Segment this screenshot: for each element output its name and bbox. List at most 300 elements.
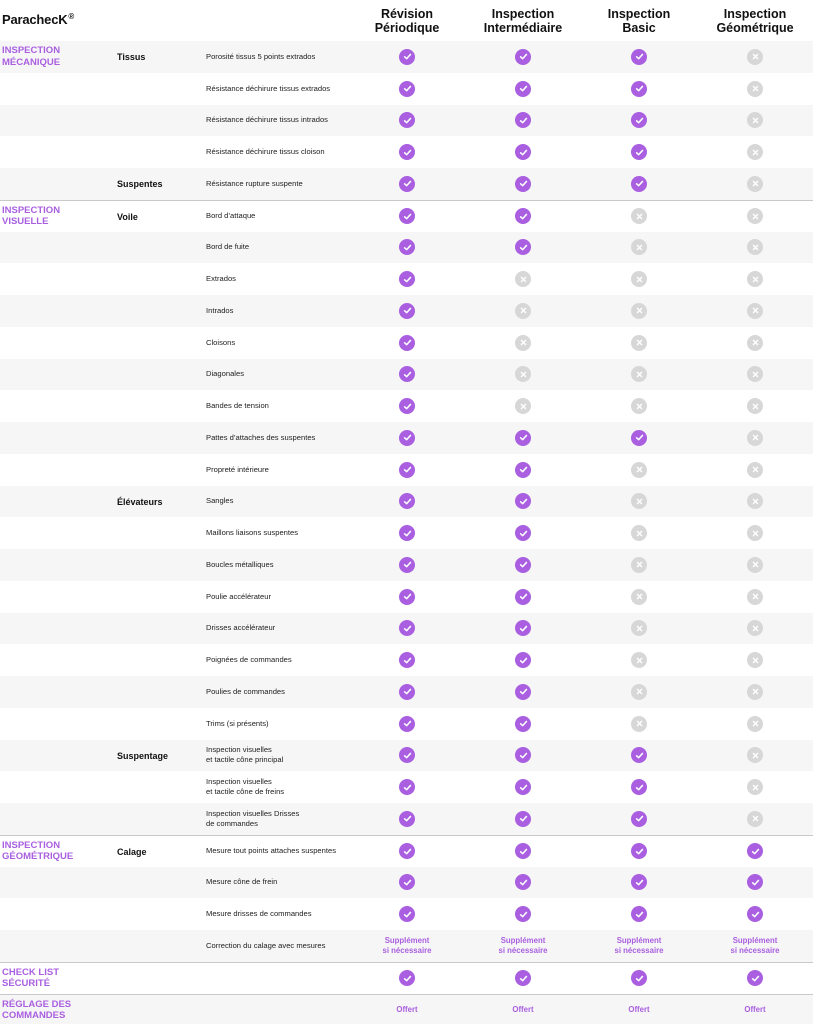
column-header-inspection-basic: Inspection Basic bbox=[607, 7, 671, 35]
item-label: Poulies de commandes bbox=[206, 686, 285, 696]
x-circle-icon bbox=[747, 398, 763, 414]
item-label: Inspection visuelles Drisses de commandes bbox=[206, 808, 300, 828]
x-circle-icon bbox=[747, 462, 763, 478]
check-circle-icon bbox=[515, 176, 531, 192]
table-cell bbox=[700, 105, 810, 137]
table-cell bbox=[352, 390, 462, 422]
table-cell bbox=[352, 486, 462, 518]
check-circle-icon bbox=[631, 81, 647, 97]
check-circle-icon bbox=[515, 811, 531, 827]
column-header-inspection-geometrique: Inspection Géométrique bbox=[716, 7, 794, 35]
check-circle-icon bbox=[399, 906, 415, 922]
table-cell bbox=[584, 73, 694, 105]
x-circle-icon bbox=[631, 620, 647, 636]
table-cell bbox=[584, 390, 694, 422]
table-row bbox=[0, 422, 813, 454]
x-circle-icon bbox=[747, 366, 763, 382]
check-circle-icon bbox=[515, 589, 531, 605]
check-circle-icon bbox=[631, 970, 647, 986]
column-header-inspection-intermediaire: Inspection Intermédiaire bbox=[483, 7, 563, 35]
x-circle-icon bbox=[631, 303, 647, 319]
table-cell bbox=[584, 232, 694, 264]
table-cell bbox=[352, 454, 462, 486]
table-cell bbox=[468, 803, 578, 835]
table-cell bbox=[584, 708, 694, 740]
check-circle-icon bbox=[515, 652, 531, 668]
table-cell bbox=[468, 136, 578, 168]
table-cell bbox=[700, 327, 810, 359]
table-cell bbox=[352, 327, 462, 359]
table-row bbox=[0, 867, 813, 899]
x-circle-icon bbox=[747, 747, 763, 763]
check-circle-icon bbox=[399, 144, 415, 160]
check-circle-icon bbox=[515, 970, 531, 986]
check-circle-icon bbox=[515, 208, 531, 224]
x-circle-icon bbox=[631, 239, 647, 255]
table-cell bbox=[700, 486, 810, 518]
check-circle-icon bbox=[515, 239, 531, 255]
table-cell bbox=[700, 168, 810, 200]
item-label: Drisses accélérateur bbox=[206, 623, 276, 633]
item-label: Résistance déchirure tissus extrados bbox=[206, 83, 331, 93]
table-cell bbox=[468, 867, 578, 899]
group-label: Voile bbox=[117, 211, 138, 222]
check-circle-icon bbox=[631, 811, 647, 827]
check-circle-icon bbox=[631, 874, 647, 890]
check-circle-icon bbox=[631, 49, 647, 65]
item-label: Résistance déchirure tissus cloison bbox=[206, 147, 325, 157]
check-circle-icon bbox=[399, 843, 415, 859]
item-label: Trims (si présents) bbox=[206, 718, 269, 728]
x-circle-icon bbox=[747, 303, 763, 319]
table-cell bbox=[584, 836, 694, 867]
table-header bbox=[0, 0, 813, 40]
table-cell bbox=[468, 422, 578, 454]
table-cell bbox=[584, 486, 694, 518]
table-cell bbox=[352, 549, 462, 581]
group-label: Suspentes bbox=[117, 179, 163, 189]
table-cell bbox=[700, 136, 810, 168]
check-circle-icon bbox=[399, 747, 415, 763]
item-label: Porosité tissus 5 points extrados bbox=[206, 51, 316, 61]
x-circle-icon bbox=[747, 208, 763, 224]
section-label: CHECK LIST SÉCURITÉ bbox=[2, 966, 59, 990]
table-row bbox=[0, 803, 813, 835]
x-circle-icon bbox=[631, 208, 647, 224]
check-circle-icon bbox=[631, 430, 647, 446]
x-circle-icon bbox=[631, 398, 647, 414]
item-label: Boucles métalliques bbox=[206, 559, 274, 569]
comparison-table bbox=[0, 41, 813, 1024]
table-cell bbox=[584, 41, 694, 73]
x-circle-icon bbox=[747, 176, 763, 192]
table-row bbox=[0, 390, 813, 422]
table-row bbox=[0, 454, 813, 486]
table-cell bbox=[352, 168, 462, 200]
table-cell bbox=[584, 327, 694, 359]
x-circle-icon bbox=[631, 589, 647, 605]
table-row bbox=[0, 263, 813, 295]
group-label: Suspentage bbox=[117, 750, 169, 761]
table-cell bbox=[468, 517, 578, 549]
table-cell bbox=[468, 898, 578, 930]
check-circle-icon bbox=[399, 493, 415, 509]
table-cell bbox=[584, 898, 694, 930]
table-cell bbox=[352, 898, 462, 930]
check-circle-icon bbox=[399, 620, 415, 636]
check-circle-icon bbox=[399, 430, 415, 446]
table-cell bbox=[468, 836, 578, 867]
check-circle-icon bbox=[399, 303, 415, 319]
x-circle-icon bbox=[747, 112, 763, 128]
table-cell bbox=[468, 549, 578, 581]
table-cell bbox=[468, 771, 578, 803]
table-cell bbox=[468, 644, 578, 676]
section-label: INSPECTION MÉCANIQUE bbox=[2, 45, 61, 68]
table-cell bbox=[700, 930, 810, 962]
table-cell bbox=[468, 105, 578, 137]
table-cell bbox=[584, 930, 694, 962]
check-circle-icon bbox=[515, 716, 531, 732]
table-row bbox=[0, 168, 813, 200]
table-cell bbox=[352, 771, 462, 803]
check-circle-icon bbox=[515, 779, 531, 795]
x-circle-icon bbox=[747, 144, 763, 160]
table-cell bbox=[468, 390, 578, 422]
item-label: Sangles bbox=[206, 496, 234, 506]
x-circle-icon bbox=[747, 239, 763, 255]
table-cell bbox=[700, 995, 810, 1024]
x-circle-icon bbox=[515, 271, 531, 287]
table-cell bbox=[584, 963, 694, 994]
table-cell bbox=[352, 263, 462, 295]
table-row bbox=[0, 581, 813, 613]
check-circle-icon bbox=[515, 493, 531, 509]
table-cell bbox=[468, 740, 578, 772]
table-cell bbox=[352, 359, 462, 391]
item-label: Résistance déchirure tissus intrados bbox=[206, 115, 328, 125]
check-circle-icon bbox=[399, 779, 415, 795]
table-cell bbox=[352, 105, 462, 137]
item-label: Poignées de commandes bbox=[206, 655, 292, 665]
x-circle-icon bbox=[631, 462, 647, 478]
table-cell bbox=[584, 454, 694, 486]
check-circle-icon bbox=[399, 716, 415, 732]
table-row bbox=[0, 73, 813, 105]
table-cell bbox=[352, 963, 462, 994]
x-circle-icon bbox=[631, 652, 647, 668]
table-cell bbox=[700, 581, 810, 613]
check-circle-icon bbox=[747, 843, 763, 859]
cell-note: Offert bbox=[744, 1005, 766, 1015]
table-cell bbox=[584, 581, 694, 613]
table-cell bbox=[352, 201, 462, 232]
check-circle-icon bbox=[399, 462, 415, 478]
table-cell bbox=[584, 105, 694, 137]
table-cell bbox=[584, 995, 694, 1024]
check-circle-icon bbox=[747, 906, 763, 922]
check-circle-icon bbox=[515, 906, 531, 922]
table-cell bbox=[700, 263, 810, 295]
table-cell bbox=[700, 803, 810, 835]
x-circle-icon bbox=[515, 303, 531, 319]
x-circle-icon bbox=[747, 335, 763, 351]
check-circle-icon bbox=[747, 970, 763, 986]
table-cell bbox=[700, 422, 810, 454]
check-circle-icon bbox=[399, 239, 415, 255]
table-cell bbox=[584, 295, 694, 327]
item-label: Mesure drisses de commandes bbox=[206, 909, 312, 919]
item-label: Bandes de tension bbox=[206, 401, 269, 411]
table-cell bbox=[468, 41, 578, 73]
check-circle-icon bbox=[747, 874, 763, 890]
table-row bbox=[0, 105, 813, 137]
check-circle-icon bbox=[399, 589, 415, 605]
table-cell bbox=[352, 930, 462, 962]
item-label: Extrados bbox=[206, 274, 236, 284]
cell-note: Supplément si nécessaire bbox=[614, 936, 664, 955]
check-circle-icon bbox=[399, 557, 415, 573]
table-cell bbox=[584, 136, 694, 168]
table-cell bbox=[700, 517, 810, 549]
group-label: Élévateurs bbox=[117, 496, 163, 507]
item-label: Bord de fuite bbox=[206, 242, 250, 252]
x-circle-icon bbox=[747, 779, 763, 795]
check-circle-icon bbox=[515, 620, 531, 636]
table-row bbox=[0, 994, 813, 1024]
x-circle-icon bbox=[515, 335, 531, 351]
table-cell bbox=[584, 867, 694, 899]
table-cell bbox=[468, 995, 578, 1024]
check-circle-icon bbox=[515, 112, 531, 128]
table-row bbox=[0, 327, 813, 359]
table-cell bbox=[352, 295, 462, 327]
check-circle-icon bbox=[399, 652, 415, 668]
item-label: Correction du calage avec mesures bbox=[206, 940, 326, 950]
table-row bbox=[0, 930, 813, 962]
table-cell bbox=[468, 232, 578, 264]
table-cell bbox=[700, 898, 810, 930]
table-cell bbox=[700, 41, 810, 73]
table-row bbox=[0, 486, 813, 518]
x-circle-icon bbox=[747, 557, 763, 573]
section-label: INSPECTION GÉOMÉTRIQUE bbox=[2, 839, 74, 863]
table-cell bbox=[352, 613, 462, 645]
table-cell bbox=[700, 771, 810, 803]
table-cell bbox=[468, 486, 578, 518]
table-row bbox=[0, 708, 813, 740]
item-label: Pattes d’attaches des suspentes bbox=[206, 432, 316, 442]
table-cell bbox=[584, 803, 694, 835]
section-label: RÉGLAGE DES COMMANDES bbox=[2, 998, 72, 1021]
table-cell bbox=[352, 676, 462, 708]
table-cell bbox=[700, 232, 810, 264]
item-label: Bord d’attaque bbox=[206, 211, 256, 221]
table-row bbox=[0, 898, 813, 930]
table-cell bbox=[584, 517, 694, 549]
table-cell bbox=[468, 263, 578, 295]
table-row bbox=[0, 962, 813, 994]
table-cell bbox=[352, 867, 462, 899]
table-cell bbox=[700, 676, 810, 708]
check-circle-icon bbox=[399, 398, 415, 414]
item-label: Poulie accélérateur bbox=[206, 591, 272, 601]
x-circle-icon bbox=[747, 493, 763, 509]
table-cell bbox=[700, 73, 810, 105]
table-cell bbox=[584, 263, 694, 295]
section-label: INSPECTION VISUELLE bbox=[2, 204, 61, 228]
table-cell bbox=[584, 422, 694, 454]
table-row bbox=[0, 771, 813, 803]
x-circle-icon bbox=[515, 366, 531, 382]
table-cell bbox=[584, 201, 694, 232]
check-circle-icon bbox=[515, 525, 531, 541]
table-cell bbox=[468, 930, 578, 962]
table-cell bbox=[468, 295, 578, 327]
item-label: Propreté intérieure bbox=[206, 464, 269, 474]
x-circle-icon bbox=[747, 525, 763, 541]
x-circle-icon bbox=[747, 716, 763, 732]
check-circle-icon bbox=[631, 906, 647, 922]
table-row bbox=[0, 644, 813, 676]
table-cell bbox=[468, 168, 578, 200]
table-cell bbox=[584, 168, 694, 200]
table-cell bbox=[584, 644, 694, 676]
item-label: Mesure cône de frein bbox=[206, 877, 278, 887]
table-cell bbox=[468, 581, 578, 613]
x-circle-icon bbox=[747, 271, 763, 287]
item-label: Résistance rupture suspente bbox=[206, 178, 303, 188]
item-label: Inspection visuelles et tactile cône principal bbox=[206, 745, 284, 765]
check-circle-icon bbox=[515, 747, 531, 763]
table-cell bbox=[468, 201, 578, 232]
x-circle-icon bbox=[747, 652, 763, 668]
x-circle-icon bbox=[747, 589, 763, 605]
table-cell bbox=[584, 771, 694, 803]
x-circle-icon bbox=[631, 557, 647, 573]
table-cell bbox=[584, 740, 694, 772]
x-circle-icon bbox=[747, 684, 763, 700]
check-circle-icon bbox=[515, 874, 531, 890]
table-cell bbox=[468, 676, 578, 708]
check-circle-icon bbox=[399, 874, 415, 890]
table-cell bbox=[352, 517, 462, 549]
table-cell bbox=[700, 740, 810, 772]
check-circle-icon bbox=[399, 335, 415, 351]
check-circle-icon bbox=[515, 843, 531, 859]
table-cell bbox=[700, 201, 810, 232]
check-circle-icon bbox=[399, 684, 415, 700]
check-circle-icon bbox=[399, 49, 415, 65]
check-circle-icon bbox=[399, 366, 415, 382]
check-circle-icon bbox=[631, 779, 647, 795]
group-label: Calage bbox=[117, 846, 147, 857]
table-row bbox=[0, 740, 813, 772]
table-cell bbox=[700, 454, 810, 486]
table-row bbox=[0, 359, 813, 391]
table-cell bbox=[700, 708, 810, 740]
table-cell bbox=[584, 359, 694, 391]
table-row bbox=[0, 613, 813, 645]
x-circle-icon bbox=[631, 335, 647, 351]
table-row bbox=[0, 41, 813, 73]
table-cell bbox=[468, 359, 578, 391]
check-circle-icon bbox=[515, 462, 531, 478]
table-cell bbox=[700, 963, 810, 994]
check-circle-icon bbox=[515, 557, 531, 573]
table-cell bbox=[700, 644, 810, 676]
x-circle-icon bbox=[747, 49, 763, 65]
check-circle-icon bbox=[515, 49, 531, 65]
item-label: Mesure tout points attaches suspentes bbox=[206, 846, 337, 856]
table-cell bbox=[584, 549, 694, 581]
table-cell bbox=[468, 708, 578, 740]
table-cell bbox=[584, 613, 694, 645]
check-circle-icon bbox=[631, 144, 647, 160]
check-circle-icon bbox=[631, 176, 647, 192]
table-cell bbox=[700, 836, 810, 867]
table-cell bbox=[700, 867, 810, 899]
table-cell bbox=[352, 73, 462, 105]
check-circle-icon bbox=[399, 176, 415, 192]
brand-logo: ParachecK® bbox=[2, 12, 75, 27]
check-circle-icon bbox=[399, 525, 415, 541]
item-label: Maillons liaisons suspentes bbox=[206, 528, 299, 538]
table-row bbox=[0, 549, 813, 581]
table-row bbox=[0, 835, 813, 867]
table-cell bbox=[468, 327, 578, 359]
check-circle-icon bbox=[631, 112, 647, 128]
table-cell bbox=[352, 708, 462, 740]
table-row bbox=[0, 136, 813, 168]
cell-note: Offert bbox=[396, 1005, 418, 1015]
table-cell bbox=[468, 963, 578, 994]
table-cell bbox=[700, 295, 810, 327]
item-label: Diagonales bbox=[206, 369, 244, 379]
table-row bbox=[0, 200, 813, 232]
table-cell bbox=[700, 390, 810, 422]
table-cell bbox=[700, 613, 810, 645]
item-label: Inspection visuelles et tactile cône de freins bbox=[206, 777, 285, 797]
table-cell bbox=[468, 613, 578, 645]
check-circle-icon bbox=[399, 271, 415, 287]
table-cell bbox=[352, 136, 462, 168]
column-header-revision-periodique: Révision Périodique bbox=[374, 7, 440, 35]
x-circle-icon bbox=[631, 493, 647, 509]
table-cell bbox=[352, 740, 462, 772]
x-circle-icon bbox=[631, 366, 647, 382]
table-cell bbox=[352, 995, 462, 1024]
table-cell bbox=[700, 359, 810, 391]
check-circle-icon bbox=[399, 112, 415, 128]
x-circle-icon bbox=[747, 620, 763, 636]
check-circle-icon bbox=[399, 81, 415, 97]
table-row bbox=[0, 517, 813, 549]
check-circle-icon bbox=[399, 811, 415, 827]
check-circle-icon bbox=[399, 208, 415, 224]
check-circle-icon bbox=[515, 144, 531, 160]
x-circle-icon bbox=[631, 716, 647, 732]
cell-note: Offert bbox=[512, 1005, 534, 1015]
cell-note: Offert bbox=[628, 1005, 650, 1015]
table-row bbox=[0, 232, 813, 264]
item-label: Cloisons bbox=[206, 337, 236, 347]
x-circle-icon bbox=[747, 81, 763, 97]
x-circle-icon bbox=[631, 525, 647, 541]
group-label: Tissus bbox=[117, 52, 146, 62]
table-cell bbox=[352, 232, 462, 264]
cell-note: Supplément si nécessaire bbox=[382, 936, 432, 955]
